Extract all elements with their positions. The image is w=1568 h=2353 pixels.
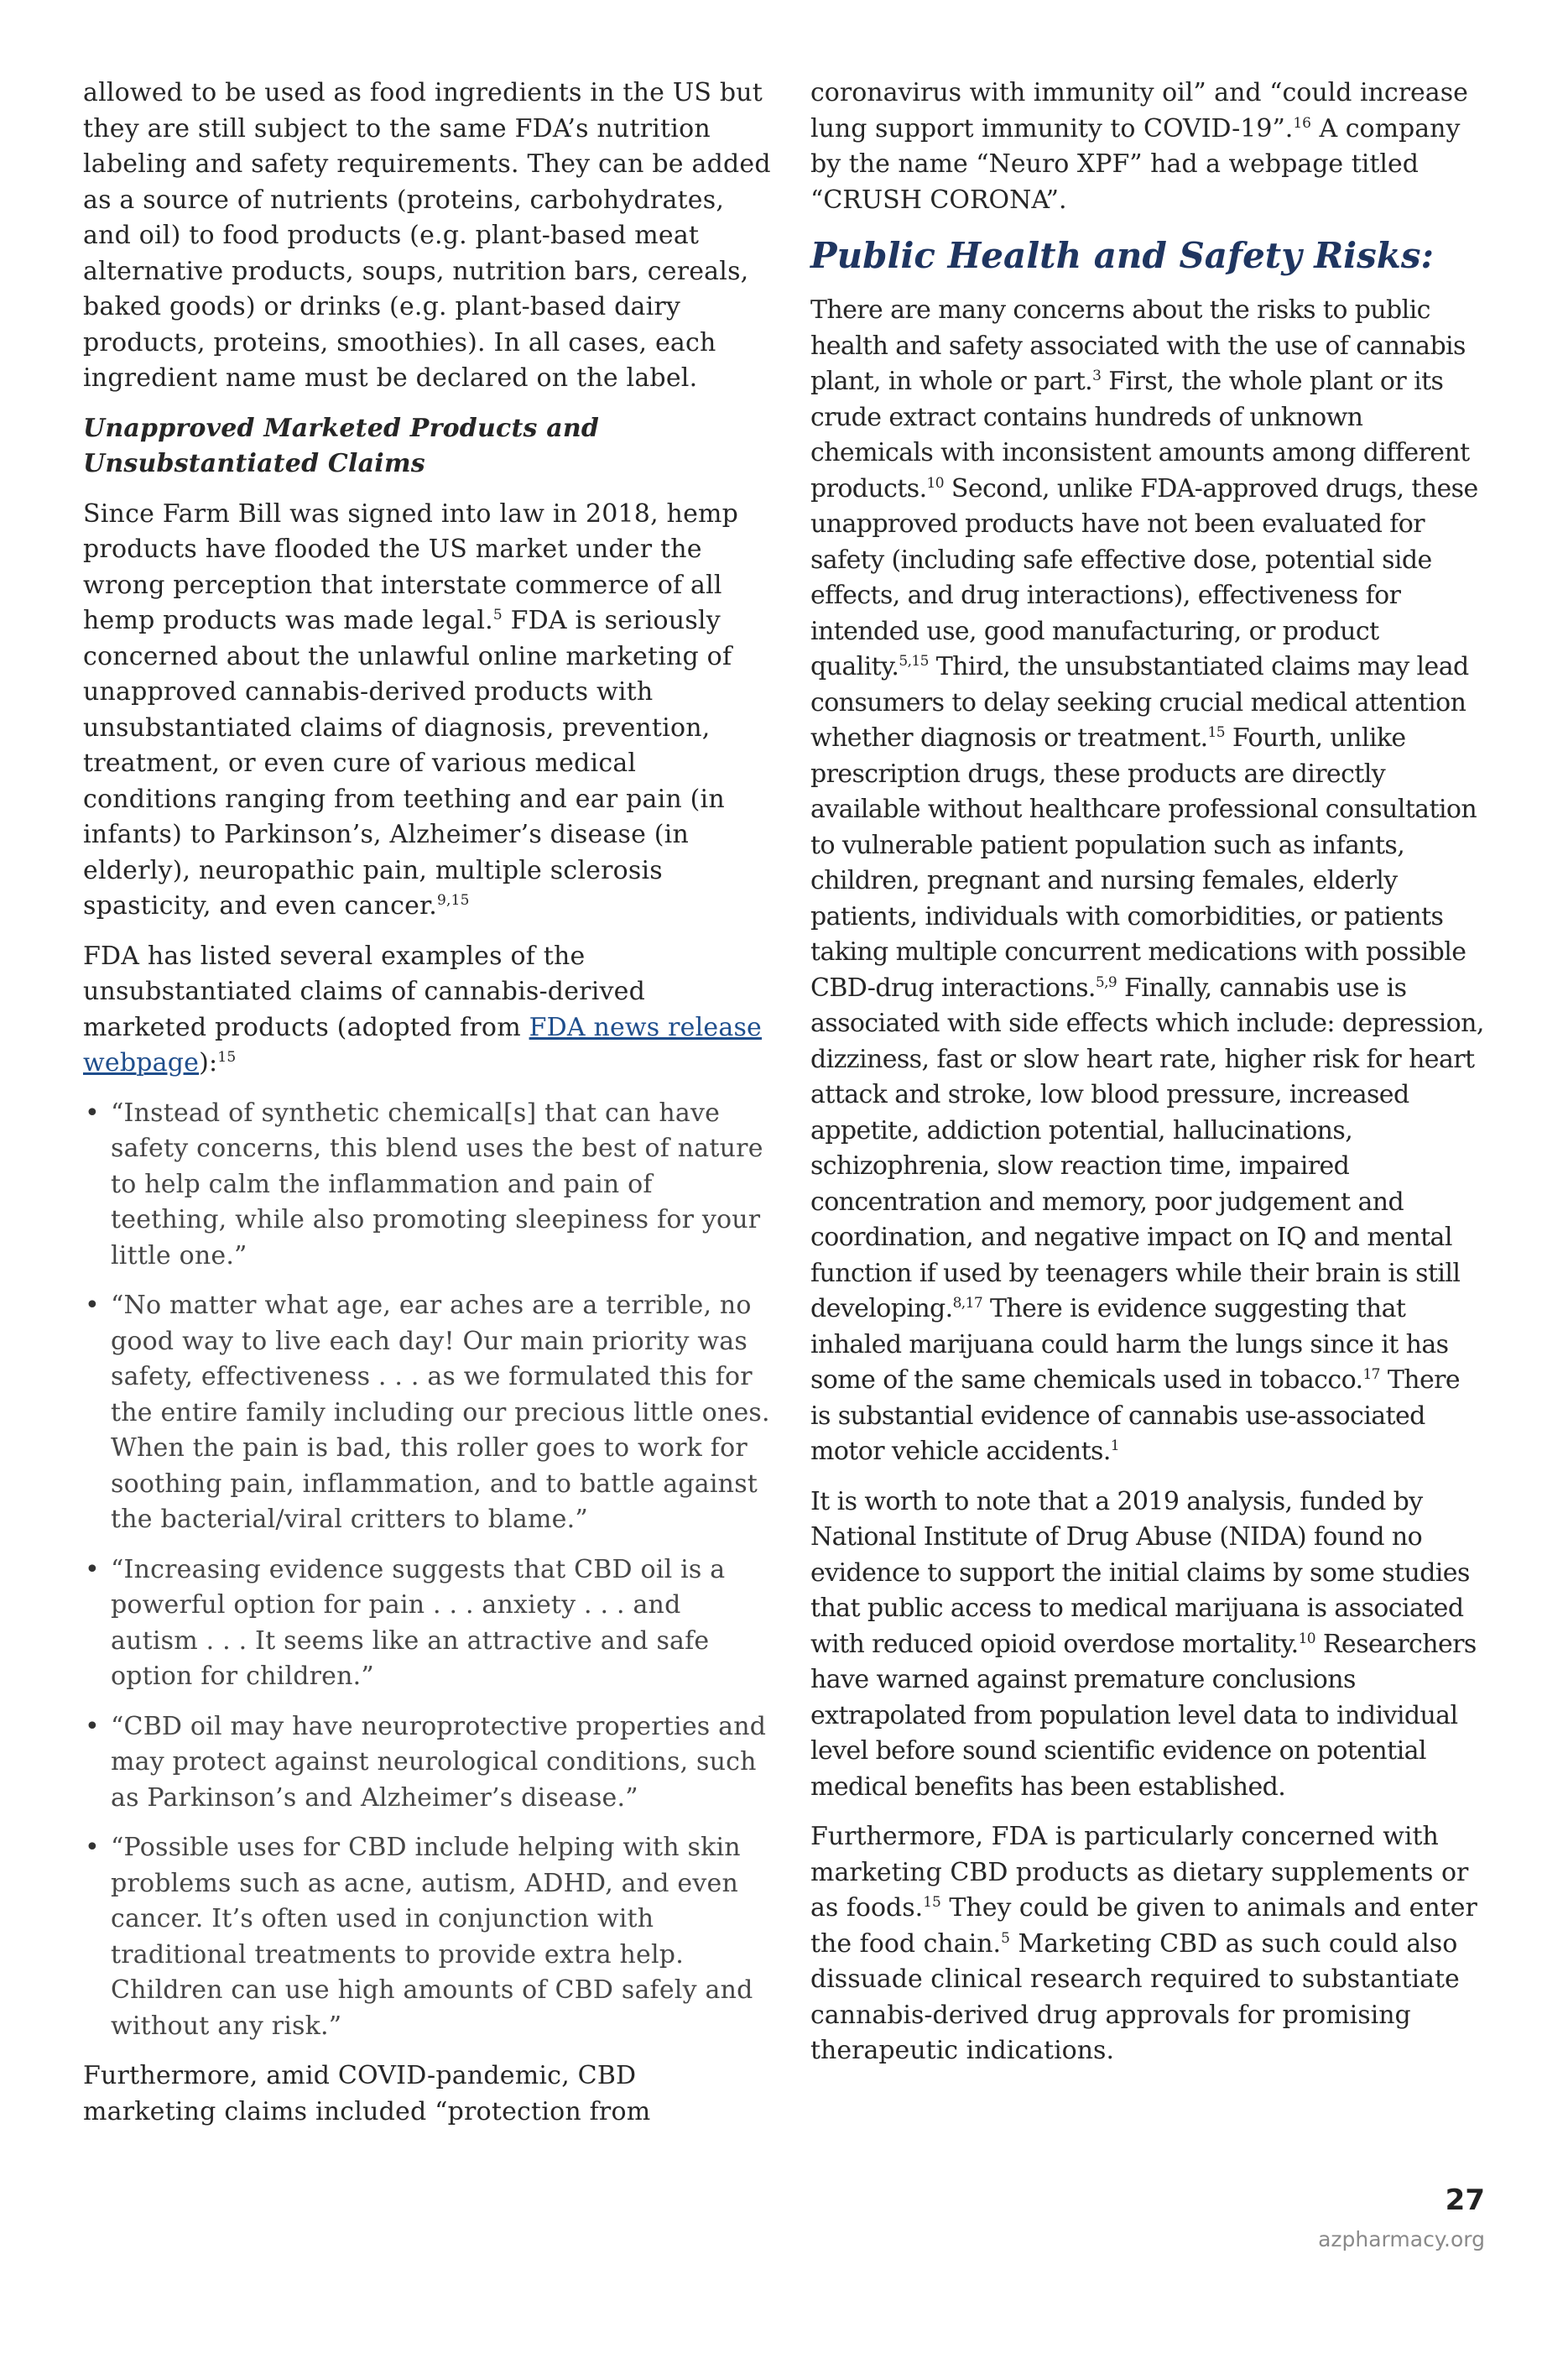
- fda-examples-paragraph: [83, 939, 776, 1082]
- claim-text: “No matter what age, ear aches are a terrible, no good way to live each day! Our main priority was safety, effectiveness . . . as we formulated this for the entire family including our precious little ones. When the pain is bad, this roller goes to work for soothing pain, inflammation, and to battle against the bacterial/viral critters to blame.”: [111, 1291, 770, 1534]
- fda-examples-text-b: ):: [199, 1048, 218, 1077]
- section-heading-public-health: Public Health and Safety Risks:: [810, 235, 1434, 276]
- citation: 5,15: [899, 653, 929, 670]
- risks-text: Fourth, unlike prescription drugs, these products are directly available without healthcare professional consultation to vulnerable patient population such as infants, children, pregnant and nursing females, elderly patients, individuals with comorbidities, or patients taking multiple concurrent medications with possible CBD-drug interactions.: [810, 723, 1477, 1003]
- fda-examples-text-a: FDA has listed several examples of the unsubstantiated claims of cannabis-derived marketed products (adopted from: [83, 941, 646, 1042]
- risks-paragraph: [810, 293, 1485, 1470]
- claim-text: “CBD oil may have neuroprotective properties and may protect against neurological conditions, such as Parkinson’s and Alzheimer’s disease.”: [111, 1711, 767, 1813]
- list-item: [83, 1288, 776, 1538]
- list-item: [83, 1830, 776, 2044]
- citation: 15: [1207, 724, 1225, 741]
- supplements-paragraph: [810, 1819, 1485, 2069]
- farm-bill-paragraph: [83, 497, 776, 925]
- covid-continued-paragraph: [810, 76, 1485, 218]
- supplements-text: They could be given to animals and enter the food chain.: [810, 1893, 1477, 1959]
- list-item: [83, 1552, 776, 1695]
- list-item: [83, 1096, 776, 1275]
- supplements-text: Marketing CBD as such could also dissuade clinical research required to substantiate cannabis-derived drug approvals for promising therapeutic indications.: [810, 1928, 1460, 2065]
- farm-bill-text-b: FDA is seriously concerned about the unlawful online marketing of unapproved cannabis-derived products with unsubstantiated claims of diagnosis, prevention, treatment, or even cure of various medical conditions ranging from teething and ear pain (in infants) to Parkinson’s, Alzheimer’s disease (in elderly), neuropathic pain, multiple sclerosis spasticity, and even cancer.: [83, 606, 732, 921]
- left-column: [83, 76, 776, 2144]
- citation: 1: [1110, 1437, 1119, 1454]
- farm-bill-text-a: Since Farm Bill was signed into law in 2018, hemp products have flooded the US market under the wrong perception that interstate commerce of all hemp products was made legal.: [83, 498, 739, 635]
- risks-text: First, the whole plant or its crude extract contains hundreds of unknown chemicals with inconsistent amounts among different products.: [810, 367, 1470, 503]
- citation: 8,17: [952, 1295, 983, 1312]
- citation: 5: [1001, 1929, 1010, 1947]
- covid-continued-text-b: A company by the name “Neuro XPF” had a webpage titled “CRUSH CORONA”.: [810, 113, 1461, 215]
- citation: 5,9: [1095, 973, 1117, 991]
- list-item: [83, 1709, 776, 1817]
- claim-text: “Instead of synthetic chemical[s] that can have safety concerns, this blend uses the best of nature to help calm the inflammation and pain of teething, while also promoting sleepiness for your little one.”: [111, 1098, 763, 1270]
- bullet-icon: •: [85, 1098, 100, 1128]
- risks-text: Third, the unsubstantiated claims may lead consumers to delay seeking crucial medical attention whether diagnosis or treatment.: [810, 652, 1469, 753]
- bullet-icon: •: [85, 1711, 100, 1741]
- citation: 5: [492, 607, 503, 623]
- intro-paragraph: allowed to be used as food ingredients in the US but they are still subject to the same FDA’s nutrition labeling and safety requirements. They can be added as a source of nutrients (proteins, carbohydrates, and oil) to food products (e.g. plant-based meat alternative products, soups, nutrition bars, cereals, baked goods) or drinks (e.g. plant-based dairy products, proteins, smoothies). In all cases, each ingredient name must be declared on the label.: [83, 78, 771, 393]
- citation: 15: [923, 1894, 941, 1911]
- covid-continued-text-a: coronavirus with immunity oil” and “could increase lung support immunity to COVID-19”.: [810, 78, 1468, 143]
- citation: 10: [926, 474, 944, 492]
- website-url: azpharmacy.org: [1318, 2227, 1485, 2251]
- citation: 15: [217, 1049, 237, 1066]
- citation: 3: [1092, 368, 1102, 384]
- covid-lead-paragraph: Furthermore, amid COVID-pandemic, CBD marketing claims included “protection from: [83, 2061, 651, 2126]
- fda-news-release-link[interactable]: FDA news release webpage: [83, 1012, 763, 1077]
- risks-text: Finally, cannabis use is associated with side effects which include: depression, dizziness, fast or slow heart rate, higher risk for heart attack and stroke, low blood pressure, increased appetite, addiction potential, hallucinations, schizophrenia, slow reaction time, impaired concentration and memory, poor judgement and coordination, and negative impact on IQ and mental function if used by teenagers while their brain is still developing.: [810, 973, 1484, 1323]
- subheading-line-1: Unapproved Marketed Products and: [83, 413, 600, 443]
- page-number: 27: [1445, 2183, 1485, 2217]
- nida-paragraph: [810, 1484, 1485, 1806]
- right-column: [810, 76, 1485, 2084]
- risks-text: Second, unlike FDA-approved drugs, these unapproved products have not been evaluated for safety (including safe effective dose, potential side effects, and drug interactions), effectiveness for intended use, good manufacturing, or product quality.: [810, 473, 1478, 681]
- risks-text: There is evidence suggesting that inhaled marijuana could harm the lungs since it has some of the same chemicals used in tobacco.: [810, 1294, 1449, 1395]
- bullet-icon: •: [85, 1291, 100, 1320]
- risks-text: There are many concerns about the risks to public health and safety associated with the use of cannabis plant, in whole or part.: [810, 295, 1466, 396]
- citation: 9,15: [437, 892, 470, 909]
- bullet-icon: •: [85, 1554, 100, 1584]
- citation: 17: [1362, 1366, 1380, 1383]
- nida-text: It is worth to note that a 2019 analysis, funded by National Institute of Drug Abuse (NIDA) found no evidence to support the initial claims by some studies that public access to medical marijuana is associated with reduced opioid overdose mortality.: [810, 1486, 1470, 1659]
- nida-text: Researchers have warned against premature conclusions extrapolated from population level data to individual level before sound scientific evidence on potential medical benefits has been established.: [810, 1629, 1477, 1802]
- citation: 16: [1293, 114, 1311, 132]
- subheading-line-2: Unsubstantiated Claims: [83, 449, 425, 478]
- claim-text: “Increasing evidence suggests that CBD oil is a powerful option for pain . . . anxiety . . . and autism . . . It seems like an attractive and safe option for children.”: [111, 1554, 726, 1691]
- claims-list: [83, 1096, 776, 2045]
- bullet-icon: •: [85, 1833, 100, 1862]
- supplements-text: Furthermore, FDA is particularly concerned with marketing CBD products as dietary supplements or as foods.: [810, 1822, 1469, 1923]
- subheading-unapproved-products: [83, 411, 776, 483]
- risks-text: There is substantial evidence of cannabis use-associated motor vehicle accidents.: [810, 1365, 1461, 1466]
- claim-text: “Possible uses for CBD include helping with skin problems such as acne, autism, ADHD, and even cancer. It’s often used in conjunction with traditional treatments to provide extra help. Children can use high amounts of CBD safely and without any risk.”: [111, 1833, 753, 2041]
- citation: 10: [1298, 1630, 1315, 1647]
